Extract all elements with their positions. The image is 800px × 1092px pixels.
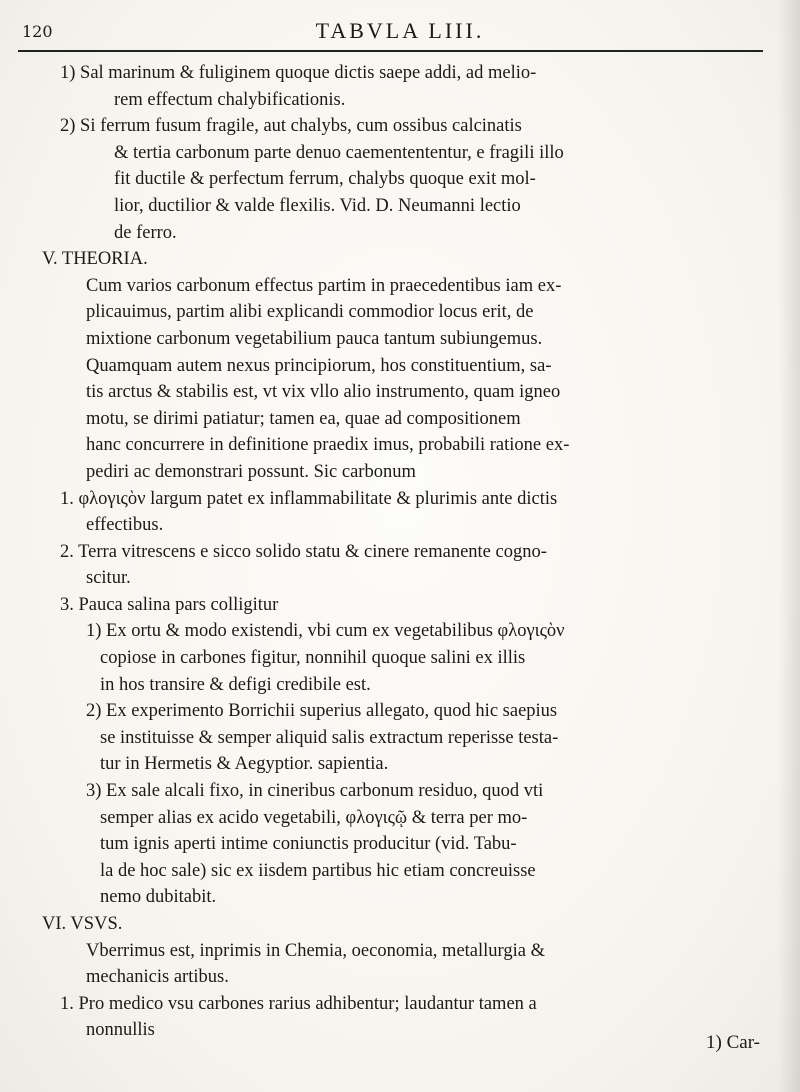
text-line: mechanicis artibus. <box>86 967 229 988</box>
text-line: 1. Pro medico vsu carbones rarius adhibentur; laudantur tamen a <box>60 993 537 1014</box>
catchword: 1) Car- <box>706 1032 760 1053</box>
text-line: 2) Si ferrum fusum fragile, aut chalybs, cum ossibus calcinatis <box>60 116 522 137</box>
text-line: plicauimus, partim alibi explicandi commodior locus erit, de <box>86 302 534 323</box>
text-line: Vberrimus est, inprimis in Chemia, oeconomia, metallurgia & <box>86 940 545 961</box>
text-line: 1) Ex ortu & modo existendi, vbi cum ex vegetabilibus φλογιςὸν <box>86 621 565 642</box>
text-line: mixtione carbonum vegetabilium pauca tantum subiungemus. <box>86 328 543 349</box>
text-line: 1) Sal marinum & fuliginem quoque dictis saepe addi, ad melio- <box>60 63 537 83</box>
header-rule <box>18 50 763 52</box>
text-line: 1. φλογιςὸν largum patet ex inflammabilitate & plurimis ante dictis <box>60 488 558 509</box>
text-line: V. THEORIA. <box>42 249 148 270</box>
text-line: semper alias ex acido vegetabili, φλογιςῷ & terra per mo- <box>100 807 528 828</box>
body-text <box>42 60 772 1044</box>
text-line: hanc concurrere in definitione praedix imus, probabili ratione ex- <box>86 435 570 456</box>
text-line: 2) Ex experimento Borrichii superius allegato, quod hic saepius <box>86 701 558 722</box>
text-line: copiose in carbones figitur, nonnihil quoque salini ex illis <box>100 648 526 669</box>
page-header <box>0 12 800 52</box>
text-line: tum ignis aperti intime coniunctis producitur (vid. Tabu- <box>100 834 517 855</box>
text-line: 3. Pauca salina pars colligitur <box>60 594 279 615</box>
text-line: & tertia carbonum parte denuo caementententur, e fragili illo <box>114 142 564 163</box>
text-line: fit ductile & perfectum ferrum, chalybs quoque exit mol- <box>114 169 536 190</box>
text-line: tis arctus & stabilis est, vt vix vllo alio instrumento, quam igneo <box>86 382 561 403</box>
text-line: 2. Terra vitrescens e sicco solido statu & cinere remanente cogno- <box>60 541 547 562</box>
page-edge-shadow <box>778 0 800 1092</box>
text-line: lior, ductilior & valde flexilis. Vid. D. Neumanni lectio <box>114 195 521 216</box>
text-line: nemo dubitabit. <box>100 887 217 908</box>
page-number: 120 <box>22 22 53 41</box>
text-line: scitur. <box>86 568 131 589</box>
text-line: Cum varios carbonum effectus partim in praecedentibus iam ex- <box>86 275 562 296</box>
text-line: de ferro. <box>114 222 177 243</box>
text-line: pediri ac demonstrari possunt. Sic carbonum <box>86 461 416 482</box>
running-title: TABVLA LIII. <box>315 18 485 43</box>
text-line: la de hoc sale) sic ex iisdem partibus hic etiam concreuisse <box>100 860 536 881</box>
text-line: se instituisse & semper aliquid salis extractum reperisse testa- <box>100 727 559 748</box>
text-line: rem effectum chalybificationis. <box>114 89 346 110</box>
text-line: nonnullis <box>86 1020 155 1041</box>
text-line: in hos transire & defigi credibile est. <box>100 674 371 695</box>
text-line: tur in Hermetis & Aegyptior. sapientia. <box>100 754 389 775</box>
text-line: effectibus. <box>86 515 164 536</box>
text-line: Quamquam autem nexus principiorum, hos constituentium, sa- <box>86 355 552 376</box>
text-line: motu, se dirimi patiatur; tamen ea, quae ad compositionem <box>86 408 521 429</box>
text-line: 3) Ex sale alcali fixo, in cineribus carbonum residuo, quod vti <box>86 781 544 802</box>
text-line: VI. VSVS. <box>42 914 123 934</box>
